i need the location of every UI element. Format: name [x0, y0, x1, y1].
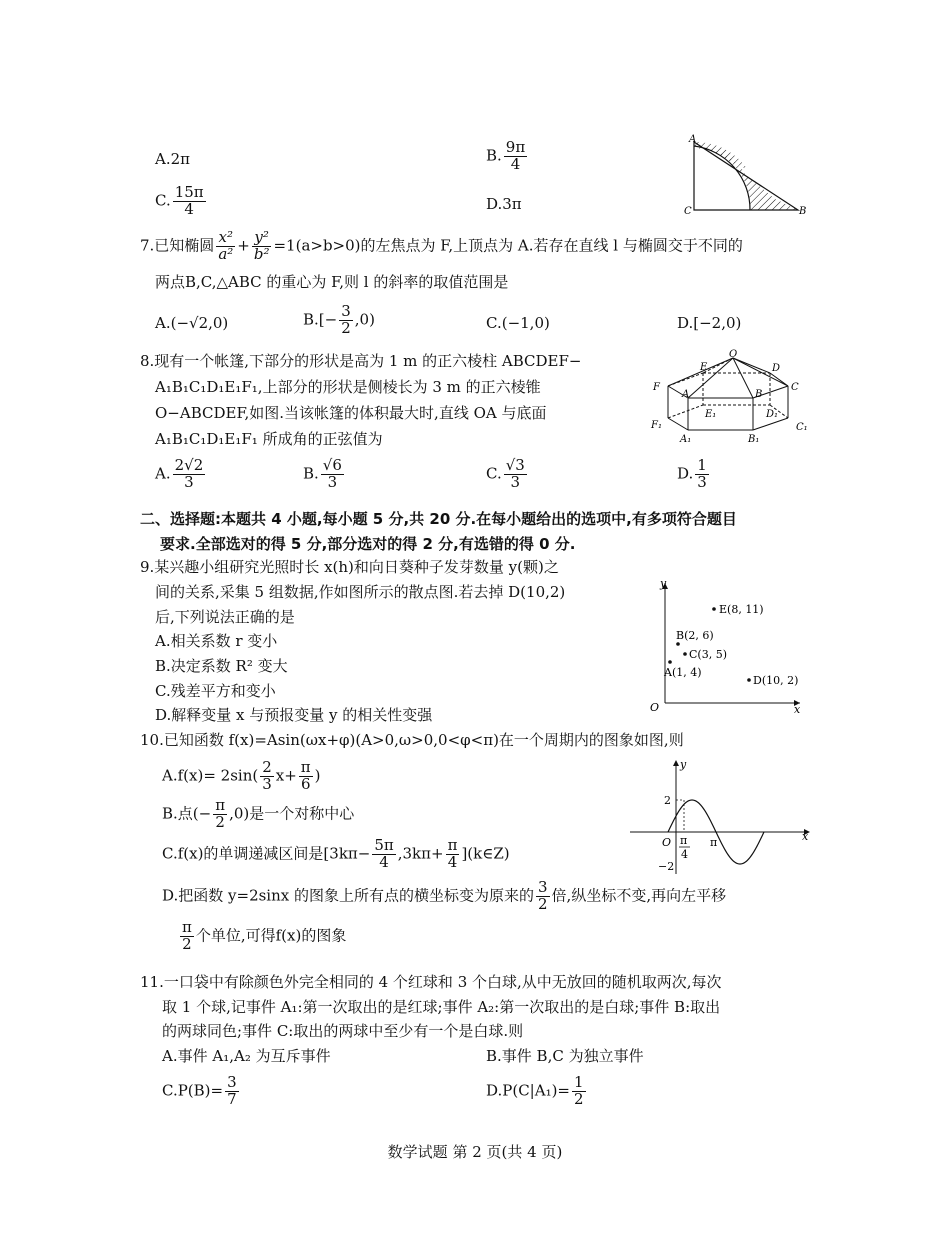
q8-label-d: D — [772, 363, 781, 374]
q8-option-d: D. $\frac{1}{3}$ — [677, 456, 707, 491]
q6-option-c: C. $\frac{15\pi}{4}$ — [155, 183, 204, 218]
q11-line1: 11.一口袋中有除颜色外完全相同的 4 个红球和 3 个白球,从中无放回的随机取两次,每次 — [140, 973, 722, 991]
q6-label-c: C — [684, 206, 692, 217]
q9-point-d — [747, 678, 751, 682]
q8-option-b: B. $\frac{√6}{3}$ — [303, 456, 342, 491]
q11-option-a: A.事件 A₁,A₂ 为互斥事件 — [162, 1047, 331, 1065]
q9-point-e — [712, 607, 716, 611]
q9-option-c: C.残差平方和变小 — [155, 682, 276, 700]
q8-line4: A₁B₁C₁D₁E₁F₁ 所成角的正弦值为 — [155, 430, 383, 448]
q10-axis-y: y — [680, 758, 687, 771]
q8-label-c: C — [791, 382, 799, 393]
q11-option-c: C.P(B)= $\frac{3}{7}$ — [162, 1073, 237, 1108]
q8-line2: A₁B₁C₁D₁E₁F₁,上部分的形状是侧棱长为 3 m 的正六棱锥 — [155, 378, 541, 396]
page-footer: 数学试题 第 2 页(共 4 页) — [387, 1143, 563, 1161]
q8-label-d1: D₁ — [766, 409, 779, 420]
q8-line3: O−ABCDEF,如图.当该帐篷的体积最大时,直线 OA 与底面 — [155, 404, 547, 422]
q10-line1: 10.已知函数 f(x)=Asin(ωx+φ)(A>0,ω>0,0<φ<π)在一个周期内的图象如图,则 — [140, 731, 684, 749]
q9-point-b — [676, 642, 680, 646]
q10-label-2: 2 — [664, 794, 671, 807]
q10-option-c: C.f(x)的单调递减区间是[3kπ− $\frac{5\pi}{4}$ ,3kπ+ $\frac{\pi}{4}$ ](k∈Z) — [162, 836, 510, 871]
q10-axis-x: x — [802, 830, 809, 843]
q6-figure — [680, 132, 810, 218]
q7-option-b: B.[− $\frac{3}{2}$ ,0) — [303, 302, 375, 337]
q9-scatter-plot — [640, 575, 820, 715]
q8-label-b: B — [755, 389, 763, 400]
q11-line3: 的两球同色;事件 C:取出的两球中至少有一个是白球.则 — [162, 1022, 524, 1040]
q9-point-a — [668, 660, 672, 664]
q7-option-d: D.[−2,0) — [677, 314, 742, 332]
q9-line3: 后,下列说法正确的是 — [155, 608, 295, 626]
q10-tick-num: π — [680, 834, 688, 847]
section2-heading-line2: 要求.全部选对的得 5 分,部分选对的得 2 分,有选错的得 0 分. — [160, 535, 576, 553]
q7-option-a: A.(−√2,0) — [155, 314, 229, 332]
q7-option-c: C.(−1,0) — [486, 314, 550, 332]
q9-option-d: D.解释变量 x 与预报变量 y 的相关性变强 — [155, 706, 433, 724]
q9-label-d: D(10, 2) — [753, 674, 799, 687]
q8-label-f: F — [653, 382, 660, 393]
section2-heading-line1: 二、选择题:本题共 4 小题,每小题 5 分,共 20 分.在每小题给出的选项中,有多项符合题目 — [140, 510, 737, 528]
q6-label-a: A — [689, 134, 697, 145]
q8-figure — [648, 348, 816, 448]
q8-label-e: E — [700, 362, 708, 373]
q11-line2: 取 1 个球,记事件 A₁:第一次取出的是红球;事件 A₂:第一次取出的是白球;事件 B:取出 — [162, 998, 721, 1016]
q10-sine-graph — [628, 758, 814, 878]
q8-label-e1: E₁ — [705, 409, 717, 420]
q9-label-e: E(8, 11) — [719, 603, 764, 616]
q10-label-neg2: −2 — [658, 860, 675, 873]
q10-option-d: D.把函数 y=2sinx 的图象上所有点的横坐标变为原来的 $\frac{3}{2}$ 倍,纵坐标不变,再向左平移 — [162, 878, 727, 913]
q9-line2: 间的关系,采集 5 组数据,作如图所示的散点图.若去掉 D(10,2) — [155, 583, 566, 601]
q9-option-a: A.相关系数 r 变小 — [155, 632, 278, 650]
q6-option-b: B. $\frac{9\pi}{4}$ — [486, 138, 526, 173]
q8-option-a: A. $\frac{2√2}{3}$ — [155, 456, 204, 491]
q8-label-a: A — [682, 389, 690, 400]
q9-label-a: A(1, 4) — [664, 666, 702, 679]
q8-label-f1: F₁ — [651, 420, 662, 431]
q8-label-c1: C₁ — [796, 422, 808, 433]
q10-tick-den: 4 — [681, 848, 688, 861]
q8-line1: 8.现有一个帐篷,下部分的形状是高为 1 m 的正六棱柱 ABCDEF− — [140, 352, 582, 370]
q7-line1: 7.已知椭圆 $\frac{\text{x²}}{\text{a²}}$ + $\frac{\text{y²}}{\text{b²}}$ =1(a>b>0)的左焦点为 F,上顶点为 A.若存在直线 l 与椭圆交于不同的 — [140, 228, 743, 263]
q11-option-b: B.事件 B,C 为独立事件 — [486, 1047, 644, 1065]
q6-label-b: B — [799, 206, 807, 217]
q9-label-c: C(3, 5) — [689, 648, 727, 661]
q11-option-d: D.P(C|A₁)= $\frac{1}{2}$ — [486, 1073, 584, 1108]
q9-axis-y: y — [660, 577, 667, 590]
q8-label-o: O — [729, 349, 738, 360]
q9-line1: 9.某兴趣小组研究光照时长 x(h)和向日葵种子发芽数量 y(颗)之 — [140, 558, 559, 576]
q9-label-b: B(2, 6) — [676, 629, 714, 642]
q8-option-c: C. $\frac{√3}{3}$ — [486, 456, 525, 491]
q6-option-d: D.3π — [486, 195, 522, 213]
q9-axis-x: x — [794, 703, 801, 715]
q6-option-a: A.2π — [155, 150, 191, 168]
q7-line2: 两点B,C,△ABC 的重心为 F,则 l 的斜率的取值范围是 — [155, 273, 509, 291]
q8-label-a1: A₁ — [680, 434, 692, 445]
q9-point-c — [683, 652, 687, 656]
q8-label-b1: B₁ — [748, 434, 760, 445]
q10-option-d-cont: $\frac{\pi}{2}$ 个单位,可得f(x)的图象 — [182, 918, 347, 953]
q10-origin: O — [662, 836, 672, 849]
q10-label-pi: π — [710, 836, 718, 849]
q9-origin: O — [650, 701, 660, 714]
q10-option-b: B.点(− $\frac{\pi}{2}$ ,0)是一个对称中心 — [162, 796, 355, 831]
q10-option-a: A.f(x)= 2sin( $\frac{2}{3}$ x+ $\frac{\pi}{6}$ ) — [162, 758, 321, 793]
q9-option-b: B.决定系数 R² 变大 — [155, 657, 288, 675]
